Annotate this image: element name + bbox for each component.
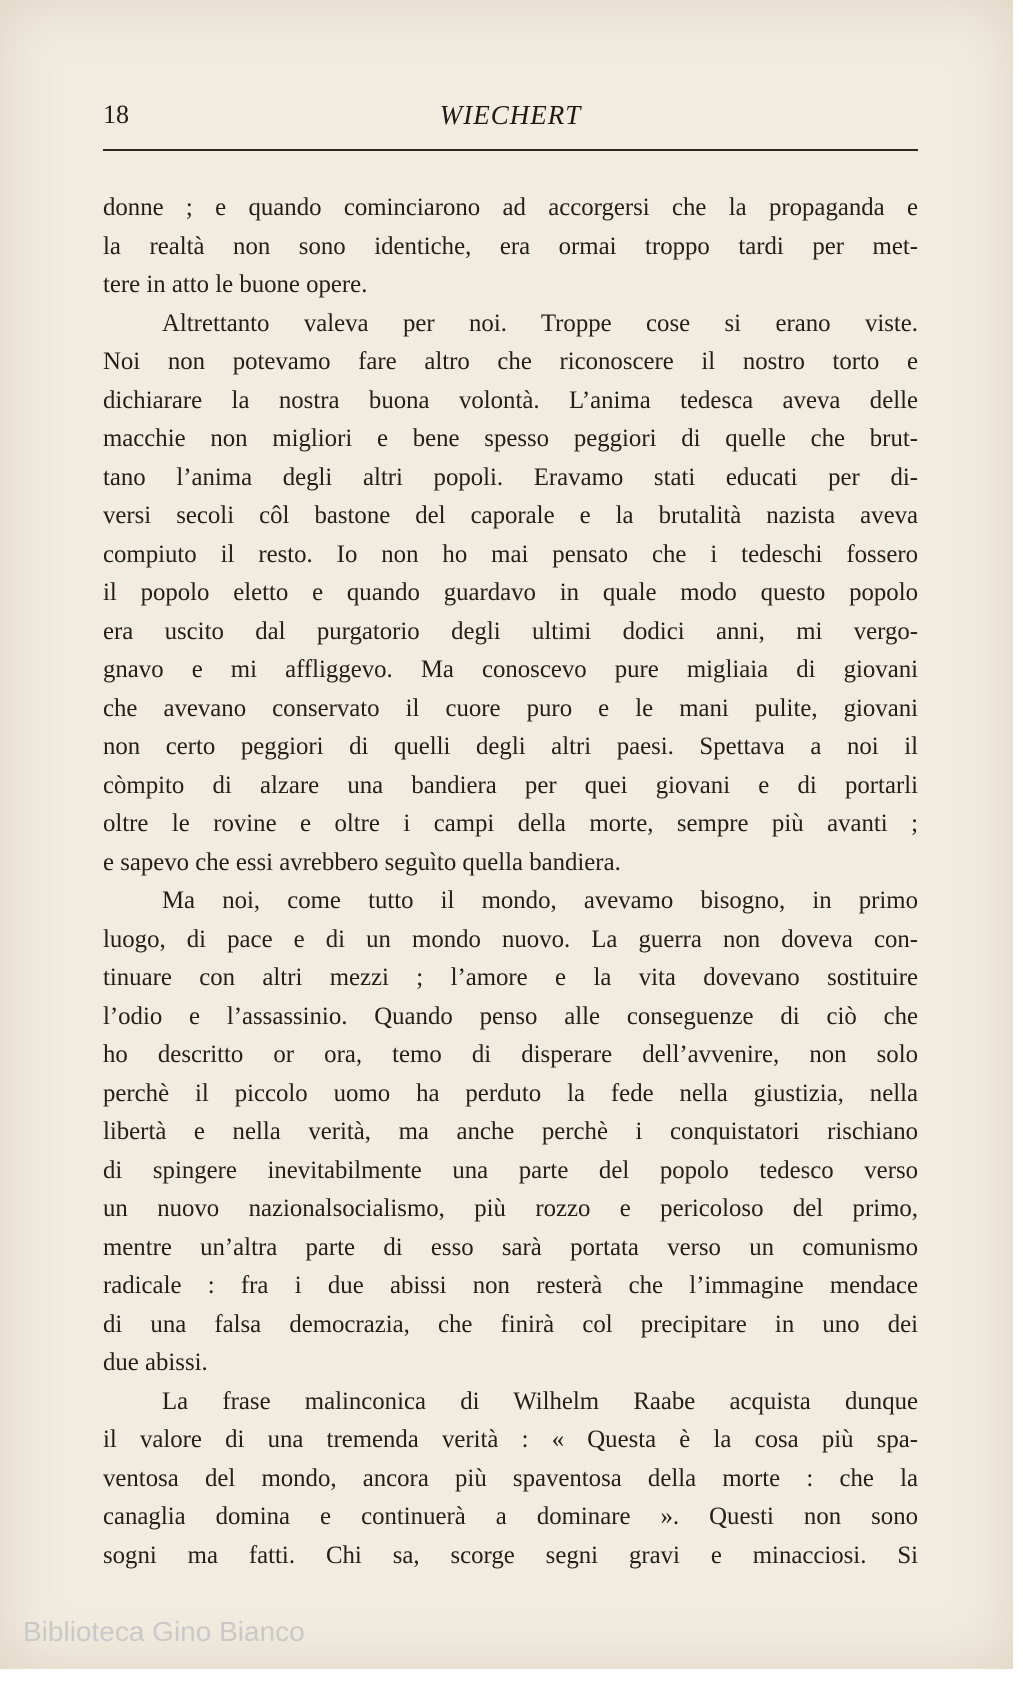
library-watermark: Biblioteca Gino Bianco (23, 1616, 305, 1647)
text-line: Noi non potevamo fare altro che riconoscere il nostro torto e (103, 348, 918, 375)
text-line: versi secoli côl bastone del caporale e la brutalità nazista aveva (103, 502, 918, 529)
text-line: un nuovo nazionalsocialismo, più rozzo e pericoloso del primo, (103, 1195, 918, 1222)
page-header (103, 100, 918, 136)
text-line: era uscito dal purgatorio degli ultimi dodici anni, mi vergo- (103, 617, 918, 645)
text-line: La frase malinconica di Wilhelm Raabe acquista dunque (162, 1387, 918, 1415)
page-number: 18 (103, 100, 129, 129)
text-line: Altrettanto valeva per noi. Troppe cose si erano viste. (162, 309, 918, 337)
text-line: macchie non migliori e bene spesso peggiori di quelle che brut- (103, 425, 918, 452)
text-line: gnavo e mi affliggevo. Ma conoscevo pure migliaia di giovani (103, 656, 918, 683)
text-line: il popolo eletto e quando guardavo in quale modo questo popolo (103, 579, 918, 606)
text-line: mentre un’altra parte di esso sarà portata verso un comunismo (103, 1233, 918, 1261)
text-line: non certo peggiori di quelli degli altri paesi. Spettava a noi il (103, 733, 918, 760)
text-line: libertà e nella verità, ma anche perchè i conquistatori rischiano (103, 1118, 918, 1145)
text-line: donne ; e quando cominciarono ad accorgersi che la propaganda e (103, 194, 918, 221)
text-line: due abissi. (103, 1349, 208, 1376)
text-line: perchè il piccolo uomo ha perduto la fede nella giustizia, nella (103, 1079, 918, 1107)
text-line: tinuare con altri mezzi ; l’amore e la vita dovevano sostituire (103, 964, 918, 991)
text-line: còmpito di alzare una bandiera per quei giovani e di portarli (103, 771, 918, 799)
text-line: luogo, di pace e di un mondo nuovo. La guerra non doveva con- (103, 925, 918, 953)
text-line: canaglia domina e continuerà a dominare ». Questi non sono (103, 1503, 918, 1530)
text-line: tano l’anima degli altri popoli. Eravamo stati educati per di- (103, 463, 918, 491)
text-line: di una falsa democrazia, che finirà col precipitare in uno dei (103, 1310, 918, 1338)
text-line: dichiarare la nostra buona volontà. L’anima tedesca aveva delle (103, 386, 918, 414)
text-line: ventosa del mondo, ancora più spaventosa della morte : che la (103, 1464, 918, 1492)
text-line: tere in atto le buone opere. (103, 271, 368, 298)
text-line: la realtà non sono identiche, era ormai troppo tardi per met- (103, 232, 918, 260)
text-line: di spingere inevitabilmente una parte del popolo tedesco verso (103, 1156, 918, 1184)
text-line: oltre le rovine e oltre i campi della morte, sempre più avanti ; (103, 810, 918, 837)
text-line: radicale : fra i due abissi non resterà che l’immagine mendace (103, 1272, 918, 1299)
text-line: l’odio e l’assassinio. Quando penso alle conseguenze di ciò che (103, 1002, 918, 1030)
text-line: il valore di una tremenda verità : « Questa è la cosa più spa- (103, 1426, 918, 1453)
text-line: compiuto il resto. Io non ho mai pensato che i tedeschi fossero (103, 540, 918, 568)
header-rule (103, 149, 918, 151)
text-line: Ma noi, come tutto il mondo, avevamo bisogno, in primo (162, 887, 918, 914)
text-line: sogni ma fatti. Chi sa, scorge segni gravi e minacciosi. Si (103, 1541, 918, 1569)
text-line: ho descritto or ora, temo di disperare dell’avvenire, non solo (103, 1041, 918, 1068)
text-line: e sapevo che essi avrebbero seguìto quella bandiera. (103, 848, 621, 876)
body-text (103, 189, 918, 1575)
running-title: WIECHERT (439, 100, 582, 130)
text-line: che avevano conservato il cuore puro e le mani pulite, giovani (103, 694, 918, 722)
